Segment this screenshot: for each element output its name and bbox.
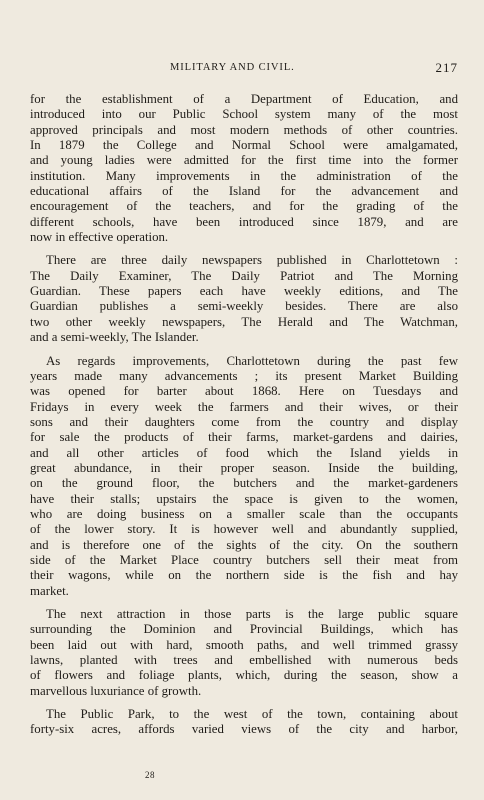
text-line: and young ladies were admitted for the first time into the former [30, 153, 458, 168]
text-line: and all other articles of food which the Island yields in [30, 445, 458, 460]
text-line: Guardian publishes a semi-weekly besides. There are also [30, 299, 458, 314]
text-line: introduced into our Public School system many of the most [30, 107, 458, 122]
paragraph-education [30, 92, 458, 245]
printer-signature-mark: 28 [145, 770, 155, 780]
text-line: of flowers and foliage plants, which, during the season, show a [30, 668, 458, 683]
text-line: side of the Market Place country butchers sell their meat from [30, 552, 458, 567]
paragraph-market [30, 354, 458, 600]
body-text [30, 92, 458, 738]
text-line: different schools, have been introduced since 1879, and are [30, 214, 458, 229]
text-line: years made many advancements ; its present Market Building [30, 368, 458, 383]
text-line: institution. Many improvements in the administration of the [30, 168, 458, 183]
text-line: In 1879 the College and Normal School were amalgamated, [30, 138, 458, 153]
text-line: encouragement of the teachers, and for the grading of the [30, 199, 458, 214]
text-line: and is therefore one of the sights of the city. On the southern [30, 537, 458, 552]
text-line: approved principals and most modern methods of other countries. [30, 122, 458, 137]
text-line: marvellous luxuriance of growth. [30, 683, 202, 698]
text-line: and a semi-weekly, The Islander. [30, 330, 199, 345]
text-line: was opened for barter about 1868. Here on Tuesdays and [30, 384, 458, 399]
paragraph-public-square [30, 607, 458, 699]
text-line: for sale the products of their farms, market-gardens and dairies, [30, 430, 458, 445]
text-line: The Daily Examiner, The Daily Patriot and The Morning [30, 268, 458, 283]
text-line: surrounding the Dominion and Provincial Buildings, which has [30, 622, 458, 637]
text-line: Guardian. These papers each have weekly editions, and The [30, 284, 458, 299]
text-line: on the ground floor, the butchers and the market-gardeners [30, 476, 458, 491]
text-line: The next attraction in those parts is the large public square [46, 607, 458, 621]
text-line: As regards improvements, Charlottetown during the past few [46, 353, 458, 368]
paragraph-newspapers [30, 253, 458, 345]
text-line: sons and their daughters come from the country and display [30, 414, 458, 429]
paragraph-public-park [30, 707, 458, 738]
text-line: great abundance, in their proper season. Inside the building, [30, 460, 458, 475]
text-line: of the lower story. It is however well and abundantly supplied, [30, 522, 458, 537]
text-line: market. [30, 583, 69, 598]
page-number: 217 [435, 60, 458, 75]
text-line: educational affairs of the Island for the advancement and [30, 184, 458, 199]
text-line: their wagons, while on the northern side is the fish and hay [30, 568, 458, 583]
text-line: been laid out with hard, smooth paths, and well trimmed grassy [30, 637, 458, 652]
running-head [30, 62, 458, 78]
text-line: who are doing business on a smaller scale than the occupants [30, 506, 458, 521]
text-line: now in effective operation. [30, 230, 169, 245]
text-line: for the establishment of a Department of Education, and [30, 92, 458, 106]
text-line: two other weekly newspapers, The Herald and The Watchman, [30, 314, 458, 329]
text-line: forty-six acres, affords varied views of the city and harbor, [30, 722, 458, 737]
text-line: have their stalls; upstairs the space is given to the women, [30, 491, 458, 506]
text-line: Fridays in every week the farmers and their wives, or their [30, 399, 458, 414]
running-title: MILITARY AND CIVIL. [170, 62, 295, 73]
text-line: There are three daily newspapers published in Charlottetown : [46, 253, 458, 268]
text-line: The Public Park, to the west of the town, containing about [46, 707, 458, 722]
text-line: lawns, planted with trees and embellished with numerous beds [30, 653, 458, 668]
